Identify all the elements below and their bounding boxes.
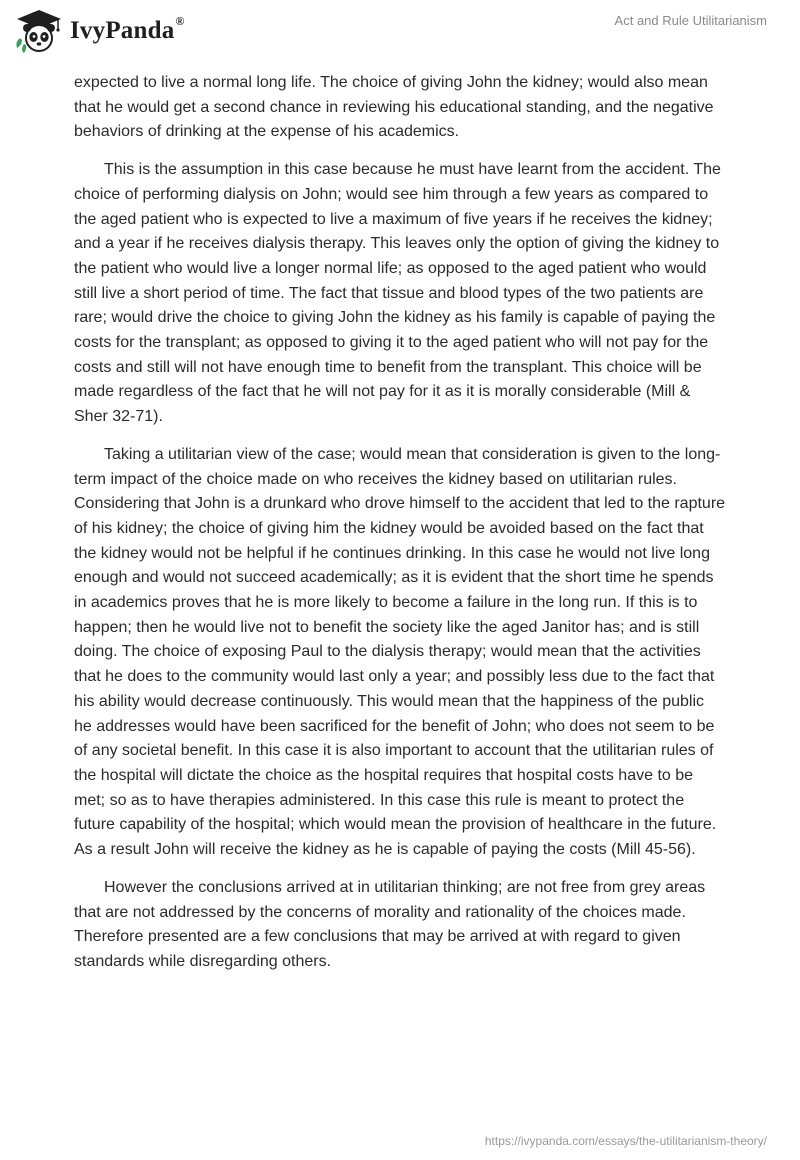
panda-graduation-cap-icon <box>14 8 64 54</box>
registered-mark: ® <box>175 13 185 28</box>
paragraph: However the conclusions arrived at in utilitarian thinking; are not free from grey areas that are not addressed by the concerns of morality and rationality of the choices made. Therefore presented are a few conclusions that may be arrived at with regard to given standards while disregarding others. <box>74 878 706 970</box>
running-title: Act and Rule Utilitarianism <box>614 13 767 28</box>
ivypanda-logo[interactable] <box>14 8 185 54</box>
paragraph: Taking a utilitarian view of the case; would mean that consideration is given to the long-term impact of the choice made on who receives the kidney based on utilitarian rules. Considering that John is a drunkard who drove himself to the accident that led to the rapture of his kidney; the choice of giving him the kidney would be avoided based on the fact that the kidney would not be helpful if he continues drinking. In this case he would not live long enough and would not succeed academically; as it is evident that the short time he spends in academics proves that he is more likely to become a failure in the long run. If this is to happen; then he would live not to benefit the society like the aged Janitor has; and is still doing. The choice of exposing Paul to the dialysis therapy; would mean that the activities that he does to the community would last only a year; and possibly less due to the fact that his ability would decrease continuously. This would mean that the happiness of the public he addresses would have been sacrificed for the benefit of John; who does not seem to be of any societal benefit. In this case it is also important to account that the utilitarian rules of the hospital will dictate the choice as the hospital requires that hospital costs have to be met; so as to have therapies administered. In this case this rule is meant to protect the future capability of the hospital; which would mean the provision of healthcare in the future. As a result John will receive the kidney as he is capable of paying the costs (Mill 45-56). <box>74 445 726 859</box>
source-url[interactable]: https://ivypanda.com/essays/the-utilitarianism-theory/ <box>484 1134 767 1148</box>
brand-text: IvyPanda <box>70 17 175 44</box>
brand-name <box>70 13 185 45</box>
paragraph: This is the assumption in this case because he must have learnt from the accident. The choice of performing dialysis on John; would see him through a few years as compared to the aged patient who is expected to live a maximum of five years if he receives the kidney; and a year if he receives dialysis therapy. This leaves only the option of giving the kidney to the patient who would live a longer normal life; as opposed to the aged patient who would still live a short period of time. The fact that tissue and blood types of the two patients are rare; would drive the choice to giving John the kidney as his family is capable of paying the costs for the transplant; as opposed to giving it to the aged patient who will not pay for the costs and still will not have enough time to benefit from the transplant. This choice will be made regardless of the fact that he will not pay for it as it is morally considerable (Mill & Sher 32-71). <box>74 161 721 426</box>
paragraph: expected to live a normal long life. The choice of giving John the kidney; would also mean that he would get a second chance in reviewing his educational standing, and the negative behaviors of drinking at the expense of his academics. <box>74 74 714 141</box>
essay-body <box>74 71 726 988</box>
page-header <box>0 0 800 70</box>
